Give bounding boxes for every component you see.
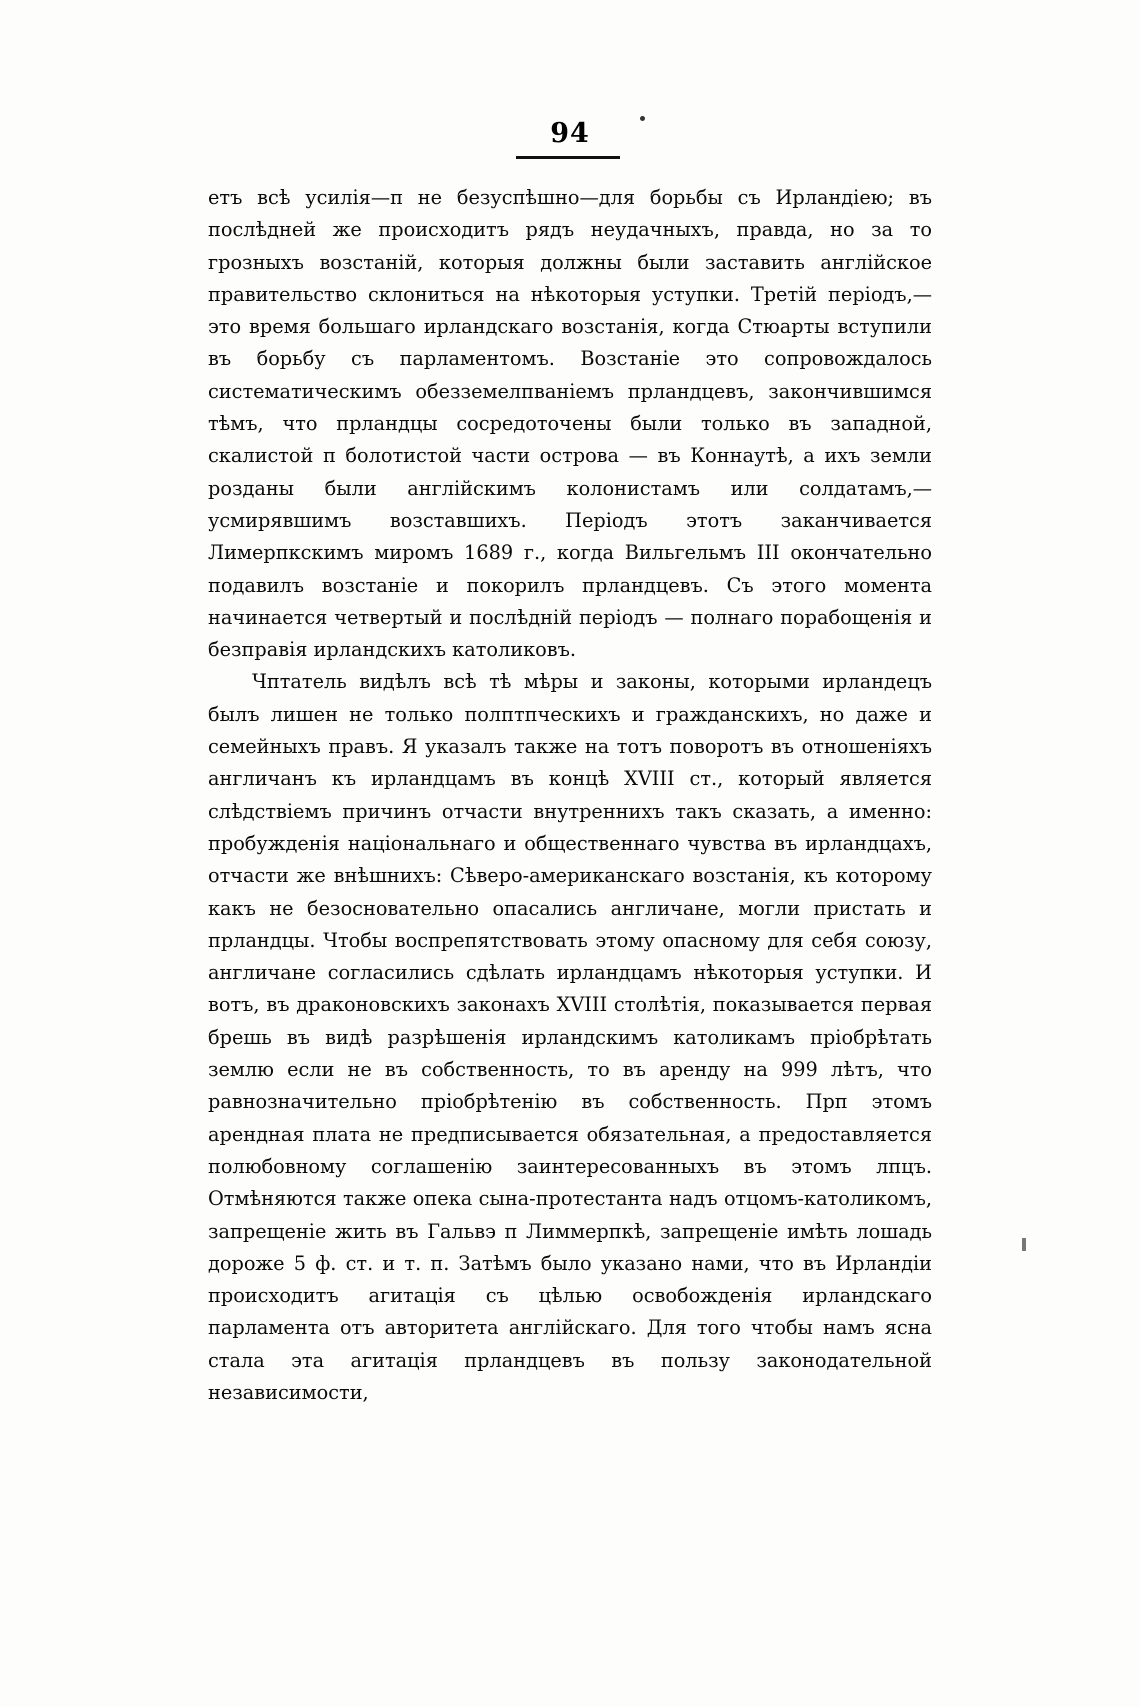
page-number: 94	[550, 118, 590, 149]
margin-mark	[1022, 1238, 1026, 1251]
paragraph-2: Чптатель видѣлъ всѣ тѣ мѣры и законы, которыми ирландецъ былъ лишен не только полптпческихъ и гражданскихъ, но даже и семейныхъ правъ. Я указалъ также на тотъ поворотъ въ отношеніяхъ англичанъ къ ирландцамъ въ концѣ XVIII ст., который является слѣдствіемъ причинъ отчасти внутреннихъ такъ сказать, а именно: пробужденія національнаго и общественнаго чувства въ ирландцахъ, отчасти же внѣшнихъ: Сѣверо-американскаго возстанія, къ которому какъ не безосновательно опасались англичане, могли пристать и прландцы. Чтобы воспрепятствовать этому опасному для себя союзу, англичане согласились сдѣлать ирландцамъ нѣкоторыя уступки. И вотъ, въ драконовскихъ законахъ XVIII столѣтія, показывается первая брешь въ видѣ разрѣшенія ирландскимъ католикамъ пріобрѣтать землю если не въ собственность, то въ аренду на 999 лѣтъ, что равнозначительно пріобрѣтенію въ собственность. Прп этомъ арендная плата не предписывается обязательная, а предоставляется полюбовному соглашенію заинтересованныхъ въ этомъ лпцъ. Отмѣняются также опека сына-протестанта надъ отцомъ-католикомъ, запрещеніе жить въ Гальвэ п Лиммерпкѣ, запрещеніе имѣть лошадь дороже 5 ф. ст. и т. п. Затѣмъ было указано нами, что въ Ирландіи происходитъ агитація съ цѣлью освобожденія ирландскаго парламента отъ авторитета англійскаго. Для того чтобы намъ ясна стала эта агитація прландцевъ въ пользу законодательной независимости,	[208, 670, 932, 1404]
body-text	[208, 182, 932, 1409]
header-rule	[516, 156, 620, 159]
page-header	[0, 118, 1140, 149]
paragraph-1: етъ всѣ усилія—п не безуспѣшно—для борьбы съ Ирландіею; въ послѣдней же происходитъ рядъ неудачныхъ, правда, но за то грозныхъ возстаній, которыя должны были заставить англійское правительство склониться на нѣкоторыя уступки. Третій періодъ,—это время большаго ирландскаго возстанія, когда Стюарты вступили въ борьбу съ парламентомъ. Возстаніе это сопровождалось систематическимъ обезземелпваніемъ прландцевъ, закончившимся тѣмъ, что прландцы сосредоточены были только въ западной, скалистой п болотистой части острова — въ Коннаутѣ, а ихъ земли розданы были англійскимъ колонистамъ или солдатамъ,—усмирявшимъ возставшихъ. Періодъ этотъ заканчивается Лимерпкскимъ миромъ 1689 г., когда Вильгельмъ III окончательно подавилъ возстаніе и покорилъ прландцевъ. Съ этого момента начинается четвертый и послѣдній періодъ — полнаго порабощенія и безправія ирландскихъ католиковъ.	[208, 186, 932, 662]
